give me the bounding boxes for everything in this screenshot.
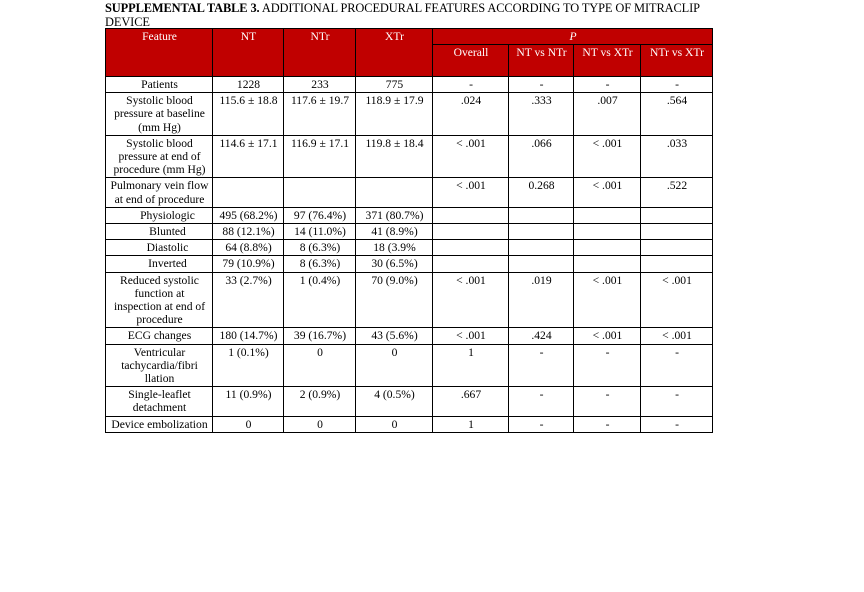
cell-nt: 114.6 ± 17.1	[213, 135, 284, 178]
cell-ntr-vs-xtr: -	[641, 387, 713, 416]
row-label: Reduced systolic function at inspection at end of procedure	[106, 272, 213, 328]
cell-ntr-vs-xtr: .564	[641, 93, 713, 136]
cell-ntr	[284, 178, 356, 207]
cell-nt-vs-ntr: .066	[509, 135, 574, 178]
column-header-p-overall: Overall	[433, 45, 509, 77]
row-label: Diastolic	[106, 240, 213, 256]
table-row	[106, 135, 713, 178]
cell-nt-vs-xtr: -	[574, 344, 641, 387]
cell-nt-vs-ntr: .019	[509, 272, 574, 328]
cell-nt-vs-xtr: -	[574, 77, 641, 93]
table-row	[106, 416, 713, 432]
cell-nt-vs-ntr: .424	[509, 328, 574, 344]
column-header-p-nt-vs-ntr: NT vs NTr	[509, 45, 574, 77]
table-row	[106, 77, 713, 93]
cell-xtr: 4 (0.5%)	[356, 387, 433, 416]
table-row	[106, 328, 713, 344]
cell-xtr: 119.8 ± 18.4	[356, 135, 433, 178]
cell-nt: 79 (10.9%)	[213, 256, 284, 272]
cell-nt: 64 (8.8%)	[213, 240, 284, 256]
table-row	[106, 178, 713, 207]
cell-ntr-vs-xtr: .522	[641, 178, 713, 207]
cell-nt: 88 (12.1%)	[213, 224, 284, 240]
cell-nt-vs-xtr	[574, 240, 641, 256]
cell-ntr: 8 (6.3%)	[284, 240, 356, 256]
cell-xtr: 70 (9.0%)	[356, 272, 433, 328]
table-header	[106, 29, 713, 77]
cell-nt: 33 (2.7%)	[213, 272, 284, 328]
cell-nt	[213, 178, 284, 207]
cell-ntr: 14 (11.0%)	[284, 224, 356, 240]
cell-ntr-vs-xtr: -	[641, 416, 713, 432]
cell-overall	[433, 207, 509, 223]
cell-ntr: 39 (16.7%)	[284, 328, 356, 344]
column-header-p-nt-vs-xtr: NT vs XTr	[574, 45, 641, 77]
cell-overall: -	[433, 77, 509, 93]
cell-ntr-vs-xtr	[641, 240, 713, 256]
cell-xtr: 0	[356, 344, 433, 387]
cell-ntr: 1 (0.4%)	[284, 272, 356, 328]
cell-ntr-vs-xtr: -	[641, 344, 713, 387]
cell-overall: 1	[433, 344, 509, 387]
cell-overall	[433, 256, 509, 272]
table-body	[106, 77, 713, 433]
cell-ntr: 116.9 ± 17.1	[284, 135, 356, 178]
cell-nt: 0	[213, 416, 284, 432]
row-label: ECG changes	[106, 328, 213, 344]
cell-nt: 495 (68.2%)	[213, 207, 284, 223]
cell-ntr-vs-xtr	[641, 256, 713, 272]
cell-nt-vs-ntr	[509, 224, 574, 240]
cell-xtr: 30 (6.5%)	[356, 256, 433, 272]
cell-overall: < .001	[433, 328, 509, 344]
cell-xtr: 775	[356, 77, 433, 93]
cell-nt: 11 (0.9%)	[213, 387, 284, 416]
cell-xtr: 371 (80.7%)	[356, 207, 433, 223]
cell-ntr-vs-xtr	[641, 207, 713, 223]
cell-nt-vs-xtr: .007	[574, 93, 641, 136]
cell-nt-vs-xtr	[574, 207, 641, 223]
cell-nt: 1 (0.1%)	[213, 344, 284, 387]
cell-overall: < .001	[433, 272, 509, 328]
table-caption	[105, 2, 715, 29]
row-label: Systolic blood pressure at end of procedure (mm Hg)	[106, 135, 213, 178]
row-label: Single-leaflet detachment	[106, 387, 213, 416]
cell-ntr: 117.6 ± 19.7	[284, 93, 356, 136]
cell-nt: 115.6 ± 18.8	[213, 93, 284, 136]
table-row	[106, 272, 713, 328]
cell-xtr: 118.9 ± 17.9	[356, 93, 433, 136]
row-label: Systolic blood pressure at baseline (mm Hg)	[106, 93, 213, 136]
cell-nt-vs-ntr: -	[509, 344, 574, 387]
cell-ntr: 2 (0.9%)	[284, 387, 356, 416]
cell-ntr: 233	[284, 77, 356, 93]
table-row	[106, 224, 713, 240]
column-header-p-group: P	[433, 29, 713, 45]
cell-nt-vs-ntr: 0.268	[509, 178, 574, 207]
cell-xtr: 18 (3.9%	[356, 240, 433, 256]
cell-overall: .667	[433, 387, 509, 416]
cell-ntr-vs-xtr	[641, 224, 713, 240]
cell-xtr: 0	[356, 416, 433, 432]
cell-ntr-vs-xtr: < .001	[641, 272, 713, 328]
table-row	[106, 344, 713, 387]
column-header-feature: Feature	[106, 29, 213, 77]
cell-ntr-vs-xtr: .033	[641, 135, 713, 178]
cell-nt-vs-ntr: -	[509, 77, 574, 93]
cell-nt-vs-xtr: < .001	[574, 135, 641, 178]
cell-ntr: 0	[284, 416, 356, 432]
row-label: Pulmonary vein flow at end of procedure	[106, 178, 213, 207]
cell-nt-vs-ntr	[509, 256, 574, 272]
cell-nt-vs-xtr: < .001	[574, 272, 641, 328]
cell-nt-vs-ntr: -	[509, 416, 574, 432]
supplemental-table-3	[105, 28, 713, 433]
cell-ntr: 0	[284, 344, 356, 387]
table-row	[106, 93, 713, 136]
column-header-ntr: NTr	[284, 29, 356, 77]
row-label: Patients	[106, 77, 213, 93]
cell-xtr: 43 (5.6%)	[356, 328, 433, 344]
cell-nt: 180 (14.7%)	[213, 328, 284, 344]
table-row	[106, 207, 713, 223]
cell-nt-vs-ntr	[509, 207, 574, 223]
cell-nt-vs-ntr: .333	[509, 93, 574, 136]
cell-ntr: 97 (76.4%)	[284, 207, 356, 223]
table-row	[106, 256, 713, 272]
column-header-xtr: XTr	[356, 29, 433, 77]
cell-overall: .024	[433, 93, 509, 136]
cell-nt-vs-xtr: < .001	[574, 178, 641, 207]
cell-overall	[433, 240, 509, 256]
cell-nt-vs-xtr: < .001	[574, 328, 641, 344]
cell-nt-vs-ntr	[509, 240, 574, 256]
table-row	[106, 240, 713, 256]
row-label: Inverted	[106, 256, 213, 272]
cell-xtr	[356, 178, 433, 207]
table-row	[106, 387, 713, 416]
row-label: Ventricular tachycardia/fibri llation	[106, 344, 213, 387]
cell-nt-vs-ntr: -	[509, 387, 574, 416]
cell-overall	[433, 224, 509, 240]
cell-nt-vs-xtr	[574, 256, 641, 272]
table-caption-label: SUPPLEMENTAL TABLE 3.	[105, 1, 260, 15]
table-caption-text: ADDITIONAL PROCEDURAL FEATURES ACCORDING TO TYPE OF MITRACLIP DEVICE	[105, 1, 700, 29]
cell-overall: 1	[433, 416, 509, 432]
header-row-top	[106, 29, 713, 45]
row-label: Physiologic	[106, 207, 213, 223]
row-label: Blunted	[106, 224, 213, 240]
cell-ntr-vs-xtr: -	[641, 77, 713, 93]
cell-overall: < .001	[433, 178, 509, 207]
cell-nt-vs-xtr: -	[574, 416, 641, 432]
cell-nt-vs-xtr	[574, 224, 641, 240]
column-header-p-ntr-vs-xtr: NTr vs XTr	[641, 45, 713, 77]
cell-overall: < .001	[433, 135, 509, 178]
cell-xtr: 41 (8.9%)	[356, 224, 433, 240]
row-label: Device embolization	[106, 416, 213, 432]
cell-ntr-vs-xtr: < .001	[641, 328, 713, 344]
cell-ntr: 8 (6.3%)	[284, 256, 356, 272]
cell-nt-vs-xtr: -	[574, 387, 641, 416]
column-header-nt: NT	[213, 29, 284, 77]
cell-nt: 1228	[213, 77, 284, 93]
